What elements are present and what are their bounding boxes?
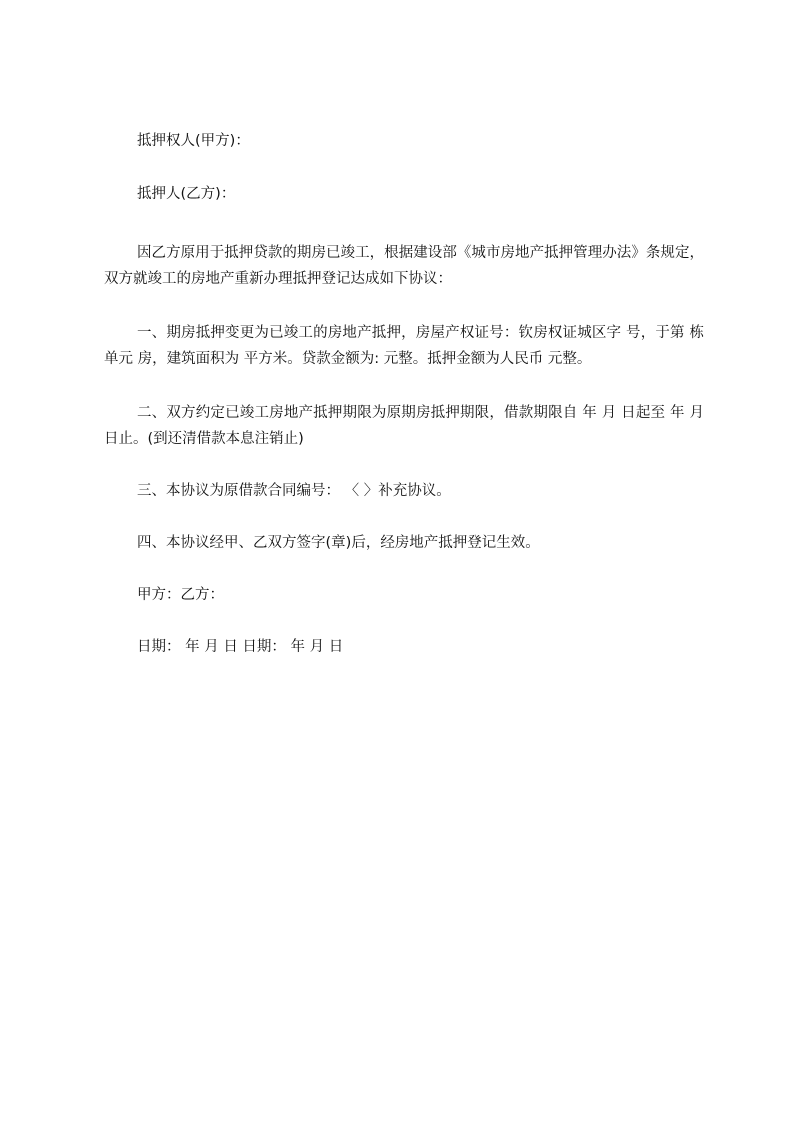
parties-line: 甲方：乙方： [137, 587, 224, 603]
dates-line: 日期： 年 月 日 日期： 年 月 日 [137, 639, 344, 655]
clause-2: 二、双方约定已竣工房地产抵押期限为原期房抵押期限，借款期限自 年 月 日起至 年 月 日止。(到还清借款本息注销止) [104, 405, 704, 447]
document-body [104, 128, 704, 660]
clause-1: 一、期房抵押变更为已竣工的房地产抵押，房屋产权证号：钦房权证城区字 号，于第 栋 单元 房，建筑面积为 平方米。贷款金额为: 元整。抵押金额为人民币 元整。 [104, 325, 704, 367]
intro-paragraph: 因乙方原用于抵押贷款的期房已竣工，根据建设部《城市房地产抵押管理办法》条规定，双方就竣工的房地产重新办理抵押登记达成如下协议： [104, 245, 704, 287]
clause-3: 三、本协议为原借款合同编号： 〈 〉补充协议。 [137, 483, 451, 499]
clause-4: 四、本协议经甲、乙双方签字(章)后，经房地产抵押登记生效。 [137, 535, 540, 551]
mortgagee-label: 抵押权人(甲方)： [137, 133, 250, 149]
mortgagor-label: 抵押人(乙方)： [137, 186, 236, 202]
